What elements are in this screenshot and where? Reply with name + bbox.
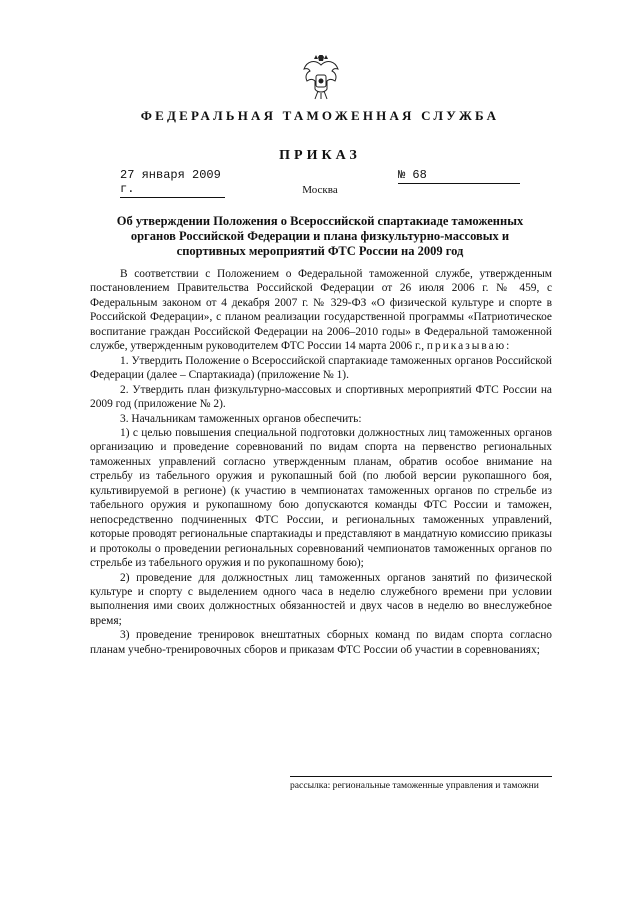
order-number: № 68: [398, 168, 520, 184]
item-2: 2. Утвердить план физкультурно-массовых и спортивных мероприятий ФТС России на 2009 год (приложение № 2).: [90, 383, 552, 411]
item-3-1: 1) с целью повышения специальной подготовки должностных лиц таможенных органов организацию и проведение соревнований по видам спорта на первенство региональных таможенных управлений согласно утвержденным планам, обратив особое внимание на стрельбу из табельного оружия и рукопашный бой (по любой версии рукопашного боя, культивируемой в регионе) (к участию в чемпионатах таможенных органов по стрельбе из табельного оружия и рукопашному бою допускаются команды ФТС России и таможен, непосредственно подчиненных ФТС России, и региональных таможенных управлений, которые проводят региональные спартакиады и представляют в мандатную комиссию приказы и протоколы о проведении региональных соревнований чемпионатов таможенных органов по стрельбе из табельного оружия и по рукопашному бою);: [90, 426, 552, 570]
order-date: 27 января 2009 г.: [120, 168, 225, 198]
russian-eagle-emblem-icon: [301, 55, 341, 101]
document-title: Об утверждении Положения о Всероссийской спартакиаде таможенных органов Российской Федерации и плана физкультурно-массовых и спортивных мероприятий ФТС России на 2009 год: [116, 214, 524, 258]
document-body: [90, 267, 552, 657]
document-type: ПРИКАЗ: [279, 148, 361, 163]
distribution-note: рассылка: региональные таможенные управления и таможни: [290, 780, 539, 791]
order-city: Москва: [302, 184, 338, 196]
item-1: 1. Утвердить Положение о Всероссийской спартакиаде таможенных органов Российской Федерации (далее – Спартакиада) (приложение № 1).: [90, 354, 552, 382]
item-3-2: 2) проведение для должностных лиц таможенных органов занятий по физической культуре и спорту с выделением одного часа в неделю служебного времени при условии выполнения ими своих должностных обязанностей и двух часов в неделю во внеслужебное время;: [90, 571, 552, 627]
item-3: 3. Начальникам таможенных органов обеспечить:: [120, 412, 362, 425]
preamble-text: В соответствии с Положением о Федеральной таможенной службе, утвержденным постановлением Правительства Российской Федерации от 26 июля 2006 г. № 459, с Федеральным законом от 4 декабря 2007 г. № 329-ФЗ «О физической культуре и спорте в Российской Федерации», с планом реализации государственной программы «Патриотическое воспитание граждан Российской Федерации на 2006–2010 годы» в Федеральной таможенной службе, утвержденным руководителем ФТС России 14 марта 2006 г.,: [90, 268, 552, 353]
preamble-command: приказываю:: [426, 340, 512, 353]
footer-divider: [290, 776, 552, 777]
agency-name: ФЕДЕРАЛЬНАЯ ТАМОЖЕННАЯ СЛУЖБА: [140, 108, 500, 123]
preamble-paragraph: [90, 267, 552, 354]
item-3-3: 3) проведение тренировок внештатных сборных команд по видам спорта согласно планам учебно-тренировочных сборов и приказам ФТС России об участии в соревнованиях;: [90, 629, 552, 656]
